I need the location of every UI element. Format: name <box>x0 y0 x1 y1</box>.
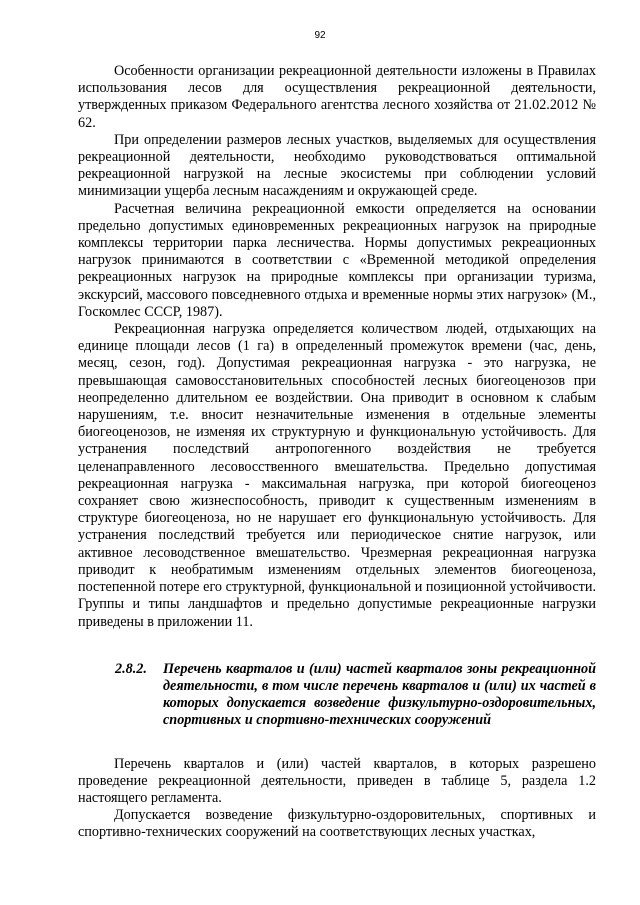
paragraph-recreational-load: Рекреационная нагрузка определяется количеством людей, отдыхающих на единице площади лесов (1 га) в определенный промежуток времени (час, день, месяц, сезон, год). Допустимая рекреационная нагрузка - это нагрузка, не превышающая самовосстановительных способностей лесных биогеоценозов при неопределенно длительном ее воздействии. Она приводит в основном к слабым нарушениям, т.е. вносит незначительные изменения в отдельные элементы биогеоценозов, не изменяя их структурную и функциональную устойчивость. Для устранения последствий антропогенного воздействия не требуется целенаправленного лесовосственного вмешательства. Предельно допустимая рекреационная нагрузка - максимальная нагрузка, при которой биогеоценоз сохраняет свою жизнеспособность, приводит к существенным изменениям в структуре биогеоценоза, но не нарушает его функциональную устойчивость. Для устранения последствий требуется или периодическое снятие нагрузок, или активное лесоводственное вмешательство. Чрезмерная рекреационная нагрузка приводит к необратимым изменениям отдельных элементов биогеоценоза, постепенной потере его структурной, функциональной и позиционной устойчивости. Группы и типы ландшафтов и предельно допустимые рекреационные нагрузки приведены в приложении 11. <box>78 321 596 630</box>
paragraph-quarters-list: Перечень кварталов и (или) частей кварталов, в которых разрешено проведение рекреационной деятельности, приведен в таблице 5, раздела 1.2 настоящего регламента. <box>78 755 596 806</box>
paragraph-plot-size: При определении размеров лесных участков, выделяемых для осуществления рекреационной деятельности, необходимо руководствоваться оптимальной рекреационной нагрузкой на лесные экосистемы при соблюдении условий минимизации ущерба лесным насаждениям и окружающей среде. <box>78 131 596 200</box>
paragraph-recreational-capacity: Расчетная величина рекреационной емкости определяется на основании предельно допустимых единовременных рекреационных нагрузок на природные комплексы территории парка лесничества. Нормы допустимых рекреационных нагрузок принимаются в соответствии с «Временной методикой определения рекреационных нагрузок на природные комплексы при организации туризма, экскурсий, массового повседневного отдыха и временные нормы этих нагрузок» (М., Госкомлес СССР, 1987). <box>78 200 596 320</box>
section-number: 2.8.2. <box>115 660 147 677</box>
page-number: 92 <box>314 30 326 41</box>
paragraph-construction-allowed: Допускается возведение физкультурно-оздоровительных, спортивных и спортивно-технических сооружений на соответствующих лесных участках, <box>78 807 596 841</box>
page-content <box>78 63 596 842</box>
section-heading <box>115 661 596 730</box>
paragraph-rules-reference: Особенности организации рекреационной деятельности изложены в Правилах использования лесов для осуществления рекреационной деятельности, утвержденных приказом Федерального агентства лесного хозяйства от 21.02.2012 № 62. <box>78 63 596 131</box>
section-title: Перечень кварталов и (или) частей кварталов зоны рекреационной деятельности, в том числе перечень кварталов и (или) их частей в которых допускается возведение физкультурно-оздоровительных, спортивных и спортивно-технических сооружений <box>163 660 596 729</box>
